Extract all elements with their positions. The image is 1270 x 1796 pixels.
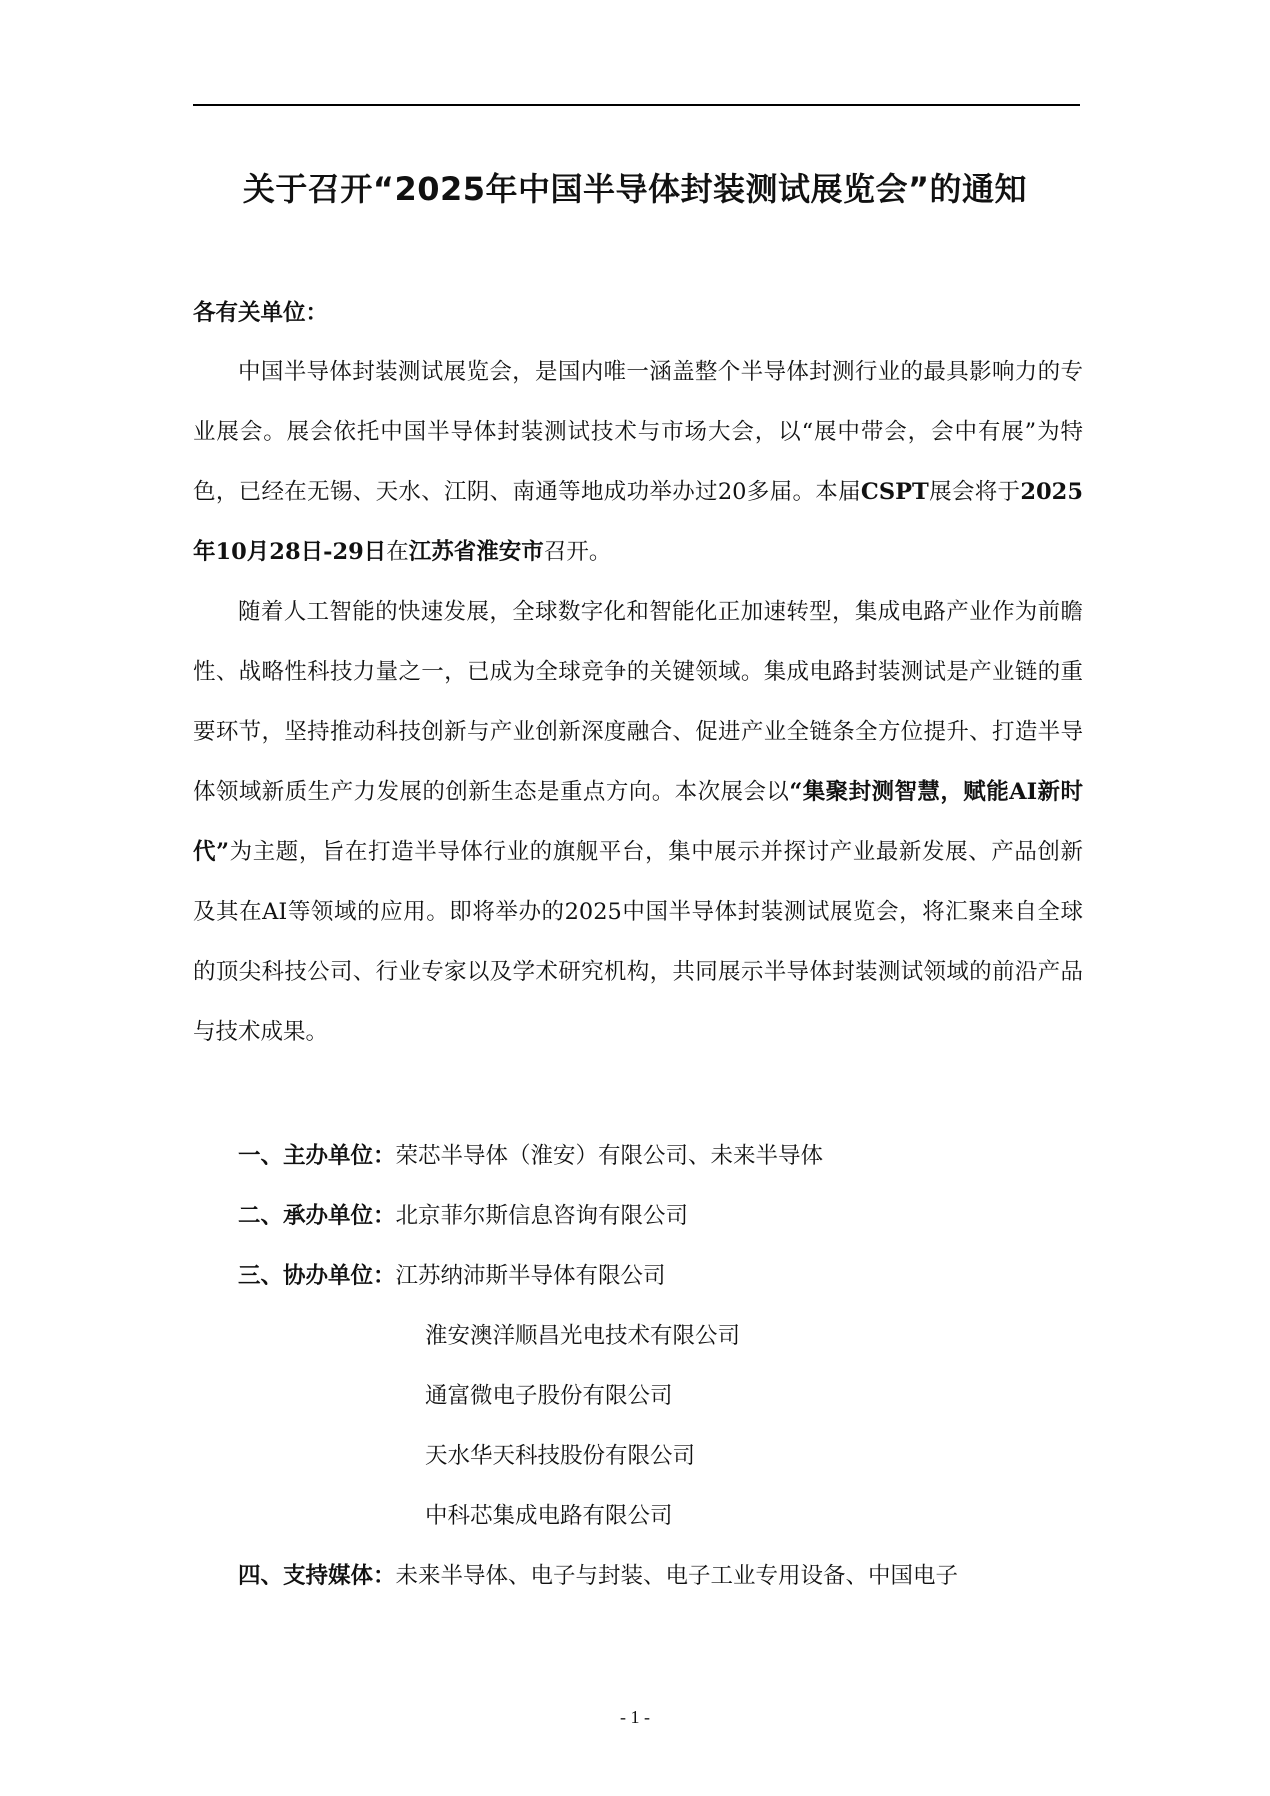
- header-rule: [193, 104, 1080, 106]
- media-row: [193, 1546, 1083, 1606]
- page-number: - 1 -: [620, 1707, 650, 1727]
- event-theme: “集聚封测智慧，赋能AI新时代”: [193, 779, 1083, 865]
- paragraph-intro-text: 中国半导体封装测试展览会，是国内唯一涵盖整个半导体封测行业的最具影响力的专业展会。展会依托中国半导体封装测试技术与市场大会，以“展中带会，会中有展”为特色，已经在无锡、天水、江阴、南通等地成功举办过20多届。本届: [193, 359, 1083, 505]
- paragraph-intro-text-3: 在: [386, 539, 409, 565]
- event-abbreviation: CSPT: [860, 479, 929, 505]
- coorganizer-item: 天水华天科技股份有限公司: [425, 1443, 696, 1469]
- organizer-list: [193, 1126, 1083, 1606]
- undertaker-row: [193, 1186, 1083, 1246]
- host-value: 荣芯半导体（淮安）有限公司、未来半导体: [395, 1143, 824, 1169]
- event-location: 江苏省淮安市: [408, 539, 544, 565]
- coorganizer-item: 江苏纳沛斯半导体有限公司: [395, 1263, 666, 1289]
- paragraph-background-text: 随着人工智能的快速发展，全球数字化和智能化正加速转型，集成电路产业作为前瞻性、战略性科技力量之一，已成为全球竞争的关键领域。集成电路封装测试是产业链的重要环节，坚持推动科技创新与产业创新深度融合、促进产业全链条全方位提升、打造半导体领域新质生产力发展的创新生态是重点方向。本次展会以: [193, 599, 1083, 805]
- event-date: 2025年10月28日-29日: [193, 479, 1083, 565]
- salutation: 各有关单位：: [193, 300, 329, 326]
- undertaker-label: 二、承办单位：: [238, 1203, 396, 1229]
- paragraph-intro: [193, 342, 1083, 582]
- coorganizer-item: 中科芯集成电路有限公司: [425, 1503, 673, 1529]
- page-title: 关于召开“2025年中国半导体封装测试展览会”的通知: [242, 170, 1028, 208]
- paragraph-intro-text-4: 召开。: [543, 539, 612, 565]
- paragraph-background-rest: 为主题，旨在打造半导体行业的旗舰平台，集中展示并探讨产业最新发展、产品创新及其在AI等领域的应用。即将举办的2025中国半导体封装测试展览会，将汇聚来自全球的顶尖科技公司、行业专家以及学术研究机构，共同展示半导体封装测试领域的前沿产品与技术成果。: [193, 839, 1083, 1045]
- undertaker-value: 北京菲尔斯信息咨询有限公司: [395, 1203, 689, 1229]
- coorganizer-item: 淮安澳洋顺昌光电技术有限公司: [425, 1323, 741, 1349]
- host-row: [193, 1126, 1083, 1186]
- paragraph-background: [193, 582, 1083, 1062]
- coorganizer-label: 三、协办单位：: [238, 1263, 396, 1289]
- paragraph-intro-text-2: 展会将于: [928, 479, 1021, 505]
- media-label: 四、支持媒体：: [238, 1563, 396, 1589]
- host-label: 一、主办单位：: [238, 1143, 396, 1169]
- media-value: 未来半导体、电子与封装、电子工业专用设备、中国电子: [395, 1563, 959, 1589]
- coorganizer-item: 通富微电子股份有限公司: [425, 1383, 673, 1409]
- coorganizer-row: [193, 1246, 1083, 1306]
